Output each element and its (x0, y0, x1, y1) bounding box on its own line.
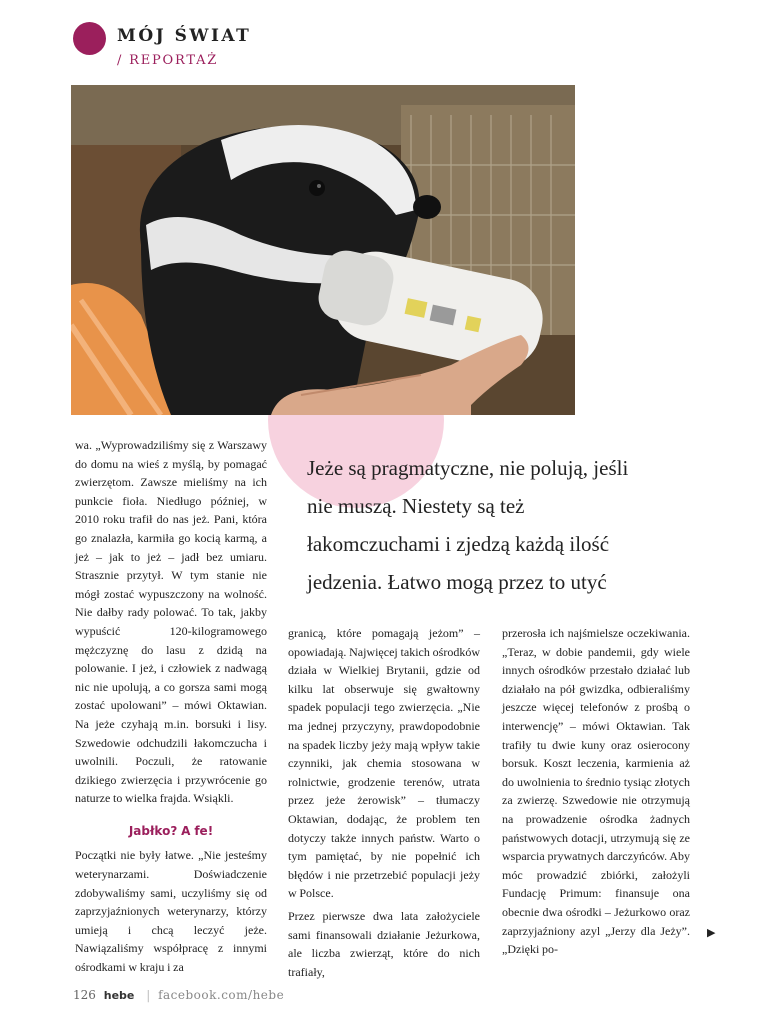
photo-illustration (71, 85, 575, 415)
column1-paragraph-2: Początki nie były łatwe. „Nie jesteśmy weterynarzami. Doświadczenie zdobywaliśmy sami, uczyliśmy się od zaprzyjaźnionych weterynarzy, którzy umieją i chcą leczyć jeże. Nawiązaliśmy współpracę z innymi ośrodkami w kraju i za (75, 848, 267, 975)
column2-paragraph-1: granicą, które pomagają jeżom” – opowiadają. Najwięcej takich ośrodków działa w Wielkiej Brytanii, gdzie od kilku lat obserwuje się gwałtowny spadek populacji tego zwierzęcia. „Nie ma jednej przyczyny, prawdopodobnie na spadek liczby jeży mają wpływ takie czynniki, jak chemia stosowana w rolnictwie, grodzenie terenów, utrata przez jeże żerowisk” – tłumaczy Oktawian, dodając, że problem ten dotyczy także innych państw. Warto o tym pamiętać, by nie popełnić ich błędów i nie przetrzebić populacji jeży w Polsce. (288, 626, 480, 901)
pull-quote: Jeże są pragmatyczne, nie polują, jeśli nie muszą. Niestety są też łakomczuchami i zjedzą każdą ilość jedzenia. Łatwo mogą przez to utyć (307, 456, 629, 594)
column2-paragraph-2: Przez pierwsze dwa lata założyciele sami finansowali działanie Jeżurkowa, ale liczba zwierząt, które do nich trafiały, (288, 908, 480, 979)
section-subheading: Jabłko? A fe! (128, 823, 214, 838)
page-footer (73, 988, 284, 1002)
page-number: 126 (73, 988, 96, 1002)
text-column-3 (502, 624, 690, 963)
column1-paragraph-1: wa. „Wyprowadziliśmy się z Warszawy do domu na wieś z myślą, by pomagać zwierzętom. Zawsze mieliśmy na ich punkcie fioła. Niedługo później, w 2010 roku trafił do nas jeż. Pani, która go znalazła, karmiła go kocią karmą, a jeż – jak to jeż – jadł bez umiaru. Strasznie przytył. W tym stanie nie mógł zostać wypuszczony na wolność. Nie dałby rady polować. To tak, jakby wypuścić 120-kilogramowego mężczyznę do lasu z dzidą na polowanie. I jeż, i człowiek z nadwagą nic nie upolują, a co gorsza sami mogą zostać upolowani” – mówi Oktawian. Na jeże czyhają m.in. borsuki i lisy. Szwedowie odchudzili łakomczucha i uwolnili. Poczuli, że ratowanie dzikiego zwierzęcia i przywrócenie go naturze to wielka frajda. Wsiąkli. (75, 438, 267, 806)
continue-arrow-icon: ▶ (707, 926, 716, 939)
badger-feeding-photo (71, 85, 575, 415)
footer-site-link[interactable]: facebook.com/hebe (158, 988, 285, 1002)
footer-separator: | (146, 988, 151, 1002)
brand-logo: hebe (103, 989, 135, 1002)
section-dot-icon (73, 22, 106, 55)
text-column-2 (288, 624, 480, 985)
section-title: MÓJ ŚWIAT (117, 26, 252, 46)
column3-paragraph-1: przerosła ich najśmielsze oczekiwania. „Teraz, w dobie pandemii, gdy wiele innych ośrodków przestało działać lub działało na pół gwizdka, odbieraliśmy jeszcze więcej telefonów z prośbą o interwencję” – mówi Oktawian. Tak trafiły tu dwie kuny oraz osierocony borsuk. Koszt leczenia, karmienia aż do uwolnienia to średnio tysiąc złotych za zwierzę. Szwedowie nie otrzymują na prowadzenie ośrodka żadnych państwowych dotacji, utrzymują się ze wsparcia prywatnych darczyńców. Aby móc prowadzić zbiórki, założyli Fundację Primum: finansuje ona obecnie dwa ośrodki – Jeżurkowo oraz zaprzyjaźniony azyl „Jerzy dla Jeży”. „Dzięki po- (502, 626, 690, 957)
text-column-1 (75, 436, 267, 981)
section-subtitle: / REPORTAŻ (117, 53, 219, 68)
